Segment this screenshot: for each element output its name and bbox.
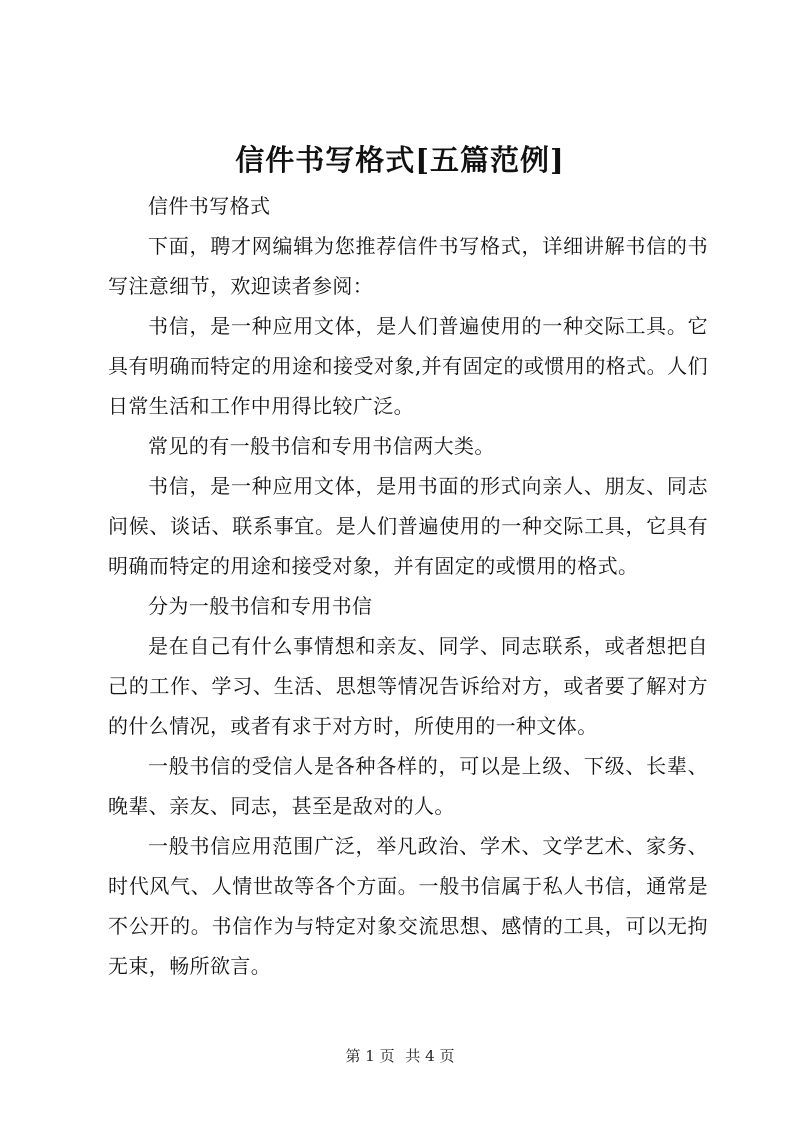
paragraph: 是在自己有什么事情想和亲友、同学、同志联系，或者想把自己的工作、学习、生活、思想等情况告诉给对方，或者要了解对方的什么情况，或者有求于对方时，所使用的一种文体。	[108, 634, 708, 738]
page-number: 第 1 页	[345, 1047, 395, 1065]
page-footer	[0, 1046, 800, 1066]
paragraph: 书信，是一种应用文体，是用书面的形式向亲人、朋友、同志问候、谈话、联系事宜。是人们普遍使用的一种交际工具，它具有明确而特定的用途和接受对象，并有固定的或惯用的格式。	[108, 474, 708, 578]
page-total: 共 4 页	[405, 1047, 455, 1065]
paragraph: 一般书信的受信人是各种各样的，可以是上级、下级、长辈、晚辈、亲友、同志，甚至是敌对的人。	[108, 754, 708, 818]
document-body	[108, 186, 708, 986]
document-title: 信件书写格式[五篇范例]	[235, 143, 565, 177]
paragraph: 常见的有一般书信和专用书信两大类。	[148, 434, 495, 458]
paragraph: 分为一般书信和专用书信	[148, 594, 373, 618]
paragraph: 信件书写格式	[148, 194, 271, 218]
paragraph: 书信，是一种应用文体，是人们普遍使用的一种交际工具。它具有明确而特定的用途和接受对象,并有固定的或惯用的格式。人们日常生活和工作中用得比较广泛。	[108, 314, 708, 418]
paragraph: 下面，聘才网编辑为您推荐信件书写格式，详细讲解书信的书写注意细节，欢迎读者参阅：	[108, 234, 708, 298]
paragraph: 一般书信应用范围广泛，举凡政治、学术、文学艺术、家务、时代风气、人情世故等各个方面。一般书信属于私人书信，通常是不公开的。书信作为与特定对象交流思想、感情的工具，可以无拘无束，畅所欲言。	[108, 834, 708, 978]
